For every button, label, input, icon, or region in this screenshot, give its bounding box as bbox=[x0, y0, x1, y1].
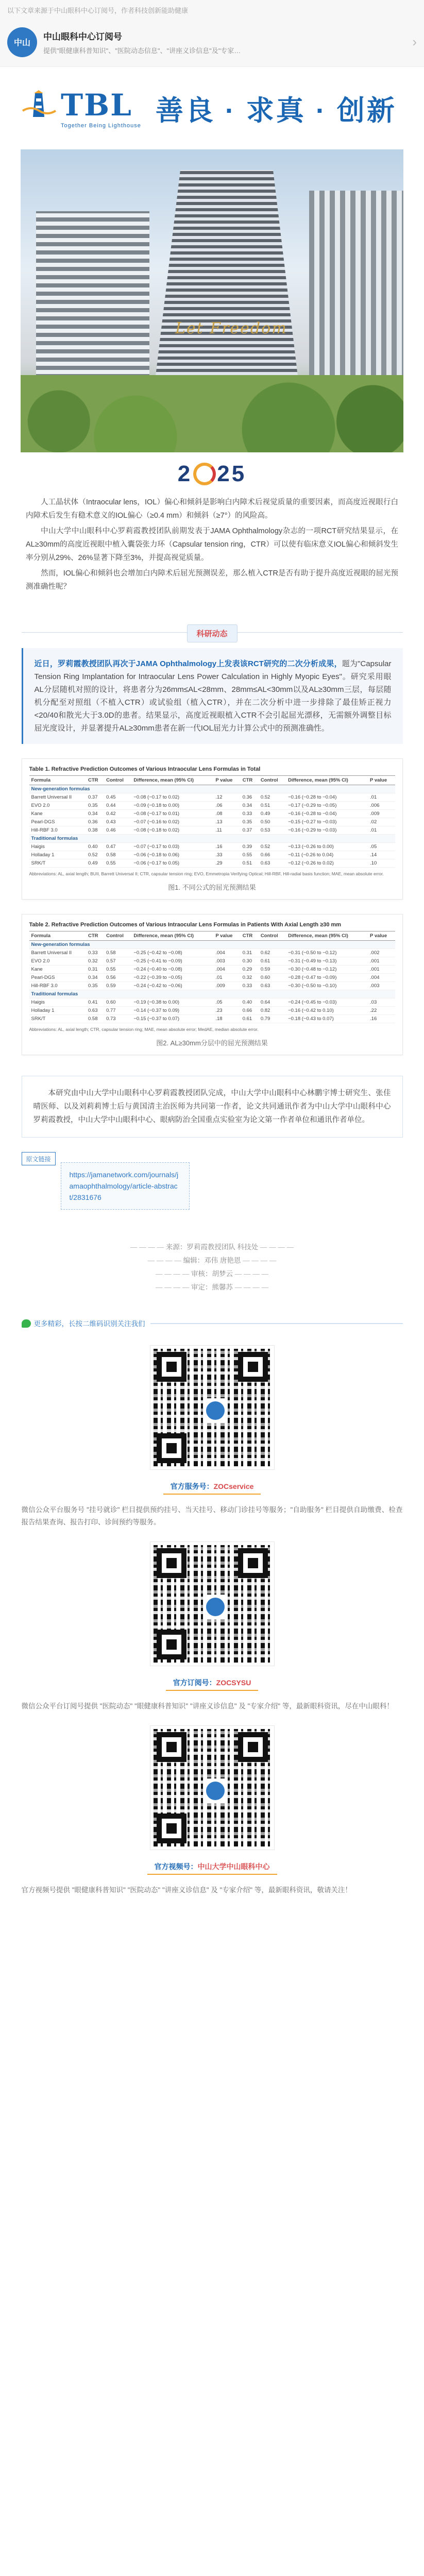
table-cell: 0.42 bbox=[104, 810, 131, 818]
table-cell: 0.40 bbox=[241, 998, 259, 1007]
intro-paragraph: 人工晶状体（Intraocular lens，IOL）偏心和倾斜是影响白内障术后视觉质量的重要因素，而高度近视眼行白内障术后发生有稳术意义的IOL偏心（≥0.4 mm）和倾斜（≥7°）的风险高。 bbox=[26, 498, 398, 520]
table-cell: 0.56 bbox=[104, 974, 131, 982]
table-row bbox=[29, 826, 395, 835]
table-cell: 0.66 bbox=[259, 851, 286, 859]
table-cell: 0.47 bbox=[104, 843, 131, 851]
table-cell: .001 bbox=[368, 965, 395, 974]
table-row bbox=[29, 982, 395, 990]
table-cell: Hill-RBF 3.0 bbox=[29, 826, 87, 835]
table-cell: Haigis bbox=[29, 843, 87, 851]
year-2025-graphic bbox=[0, 452, 424, 496]
table-cell: −0.08 (−0.17 to 0.01) bbox=[131, 810, 213, 818]
account-avatar: 中山 bbox=[7, 27, 37, 57]
table-cell: .02 bbox=[368, 818, 395, 826]
table-cell: .009 bbox=[368, 810, 395, 818]
table-cell: .22 bbox=[368, 1007, 395, 1015]
table-cell: 0.41 bbox=[86, 998, 104, 1007]
table-cell: .06 bbox=[213, 802, 240, 810]
account-card[interactable] bbox=[0, 18, 424, 67]
table-row bbox=[29, 851, 395, 859]
table-header-cell: Difference, mean (95% CI) bbox=[286, 776, 368, 785]
section-header bbox=[22, 617, 403, 648]
table-cell: .23 bbox=[213, 1007, 240, 1015]
table-cell: 0.35 bbox=[86, 982, 104, 990]
table2-caption: 图2. AL≥30mm分层中的屈光预测结果 bbox=[156, 1039, 268, 1047]
table-cell: 0.33 bbox=[241, 810, 259, 818]
table-group-row: Traditional formulas bbox=[29, 990, 395, 998]
table-cell: 0.35 bbox=[86, 802, 104, 810]
table-cell: .004 bbox=[213, 949, 240, 957]
table-cell: −0.31 (−0.50 to −0.12) bbox=[286, 949, 368, 957]
table1-caption: 图1. 不同公式的屈光预测结果 bbox=[168, 884, 256, 891]
table-row bbox=[29, 957, 395, 965]
table-cell: −0.16 (−0.28 to −0.04) bbox=[286, 810, 368, 818]
table-cell: SRK/T bbox=[29, 859, 87, 868]
qr-code-icon[interactable] bbox=[150, 1726, 274, 1850]
table-cell: .12 bbox=[213, 793, 240, 802]
table-cell: Holladay 1 bbox=[29, 1007, 87, 1015]
year-zero-ring bbox=[193, 463, 216, 485]
table-cell: 0.46 bbox=[104, 826, 131, 835]
table-cell: .004 bbox=[213, 965, 240, 974]
table-cell: −0.24 (−0.40 to −0.08) bbox=[131, 965, 213, 974]
table-cell: EVO 2.0 bbox=[29, 802, 87, 810]
account-name: 中山眼科中心订阅号 bbox=[43, 31, 122, 42]
source-note: 以下文章来源于中山眼科中心订阅号，作者科技创新能助健康 bbox=[0, 0, 424, 18]
table-cell: Holladay 1 bbox=[29, 851, 87, 859]
table-header-cell: Formula bbox=[29, 776, 87, 785]
intro-paragraph: 然而，IOL偏心和倾斜也会增加白内障术后屈光预测误差，那么植入CTR是否有助于提升高度近视眼的屈光预测准确性呢？ bbox=[26, 569, 398, 591]
qr-caption: 官方视频号：中山大学中山眼科中心 bbox=[147, 1859, 277, 1875]
table-cell: SRK/T bbox=[29, 1015, 87, 1023]
table-row bbox=[29, 802, 395, 810]
table-cell: 0.59 bbox=[259, 965, 286, 974]
table-cell: 0.31 bbox=[86, 965, 104, 974]
table-cell: .01 bbox=[368, 826, 395, 835]
table-row bbox=[29, 965, 395, 974]
table-cell: 0.82 bbox=[259, 1007, 286, 1015]
qr-caption: 官方服务号：ZOCservice bbox=[163, 1479, 261, 1495]
table-cell: 0.34 bbox=[86, 810, 104, 818]
table-cell: 0.63 bbox=[259, 982, 286, 990]
wechat-icon bbox=[22, 1319, 31, 1328]
table1 bbox=[29, 775, 395, 868]
table1-footnote: Abbreviations: AL, axial length; BUII, Barrett Universal II; CTR, capsular tension ring; EVO, Emmetropia Verifying Optical; Hill-RBF, Hill-radial basis function; MAE, mean absolute error. bbox=[29, 871, 384, 876]
table-row bbox=[29, 818, 395, 826]
table-cell: −0.24 (−0.45 to −0.03) bbox=[286, 998, 368, 1007]
table-cell: −0.15 (−0.37 to 0.07) bbox=[131, 1015, 213, 1023]
table-cell: 0.63 bbox=[259, 859, 286, 868]
table-cell: 0.66 bbox=[241, 1007, 259, 1015]
table-cell: −0.07 (−0.17 to 0.03) bbox=[131, 843, 213, 851]
original-link-url[interactable]: https://jamanetwork.com/journals/jamaophthalmology/article-abstract/2831676 bbox=[61, 1162, 190, 1210]
qr-caption: 官方订阅号：ZOCSYSU bbox=[166, 1675, 259, 1691]
table-cell: 0.60 bbox=[259, 974, 286, 982]
table-cell: 0.58 bbox=[104, 949, 131, 957]
table-cell: 0.43 bbox=[104, 818, 131, 826]
table1-title: Table 1. Refractive Prediction Outcomes of Various Intraocular Lens Formulas in Total bbox=[29, 766, 261, 772]
credit-line: — — — — 来源：罗莉霞教授团队 科技处 — — — — bbox=[130, 1243, 294, 1251]
table-header-cell: P value bbox=[213, 931, 240, 941]
table-cell: 0.35 bbox=[241, 818, 259, 826]
qr-description: 微信公众平台订阅号提供 "医院动态" "眼健康科普知识" "讲座义诊信息" 及 "专家介绍" 等，最新眼科资讯，尽在中山眼科！ bbox=[21, 1702, 394, 1710]
table-cell: 0.37 bbox=[86, 793, 104, 802]
table-cell: .10 bbox=[368, 859, 395, 868]
table-cell: 0.34 bbox=[241, 802, 259, 810]
table-cell: −0.22 (−0.39 to −0.05) bbox=[131, 974, 213, 982]
table2-title: Table 2. Refractive Prediction Outcomes of Various Intraocular Lens Formulas in Patients With Axial Length ≥30 mm bbox=[29, 922, 342, 928]
table-cell: 0.38 bbox=[86, 826, 104, 835]
table-cell: −0.31 (−0.49 to −0.13) bbox=[286, 957, 368, 965]
table-cell: 0.55 bbox=[104, 859, 131, 868]
table-cell: 0.63 bbox=[86, 1007, 104, 1015]
table-header-cell: Control bbox=[104, 776, 131, 785]
news-lead: 近日，罗莉霞教授团队再次于JAMA Ophthalmology上发表该RCT研究的二次分析成果， bbox=[34, 659, 342, 668]
table-cell: 0.36 bbox=[241, 793, 259, 802]
table-cell: .33 bbox=[213, 851, 240, 859]
logo-subtitle: Together Being Lighthouse bbox=[61, 123, 141, 129]
table-cell: −0.13 (−0.26 to 0.00) bbox=[286, 843, 368, 851]
table-cell: 0.79 bbox=[259, 1015, 286, 1023]
qr-block bbox=[0, 1726, 424, 1896]
table-cell: 0.77 bbox=[104, 1007, 131, 1015]
table-row bbox=[29, 1007, 395, 1015]
table-cell: .29 bbox=[213, 859, 240, 868]
table-cell: .05 bbox=[213, 998, 240, 1007]
tbl-logo bbox=[21, 88, 141, 129]
year-right: 25 bbox=[217, 461, 247, 486]
table-cell: −0.16 (−0.29 to −0.03) bbox=[286, 826, 368, 835]
table-cell: .05 bbox=[368, 843, 395, 851]
table-cell: 0.29 bbox=[241, 965, 259, 974]
table-cell: .01 bbox=[368, 793, 395, 802]
building-sign: Let Freedom bbox=[175, 319, 287, 337]
table-header-cell: Formula bbox=[29, 931, 87, 941]
table-cell: 0.52 bbox=[259, 843, 286, 851]
table-cell: EVO 2.0 bbox=[29, 957, 87, 965]
table-cell: 0.34 bbox=[86, 974, 104, 982]
table-cell: Haigis bbox=[29, 998, 87, 1007]
table-cell: −0.12 (−0.26 to 0.02) bbox=[286, 859, 368, 868]
table-header-cell: P value bbox=[368, 931, 395, 941]
table-row bbox=[29, 949, 395, 957]
table-cell: 0.52 bbox=[259, 793, 286, 802]
chevron-right-icon[interactable]: › bbox=[412, 34, 417, 49]
table-cell: 0.30 bbox=[241, 957, 259, 965]
table-cell: .009 bbox=[213, 982, 240, 990]
table-header-cell: Control bbox=[259, 931, 286, 941]
table-cell: 0.61 bbox=[259, 957, 286, 965]
table2-figure bbox=[22, 914, 403, 1055]
section-title: 科研动态 bbox=[186, 624, 237, 642]
table-cell: −0.09 (−0.18 to 0.00) bbox=[131, 802, 213, 810]
table-cell: 0.31 bbox=[241, 949, 259, 957]
table-cell: −0.28 (−0.47 to −0.09) bbox=[286, 974, 368, 982]
qr-description: 微信公众平台服务号 "挂号就诊" 栏目提供预约挂号、当天挂号、移动门诊挂号等服务；"自助服务" 栏目提供自助缴费、检查报告结果查询、报告打印、诊间预约等服务。 bbox=[21, 1506, 403, 1526]
table-cell: −0.15 (−0.27 to −0.03) bbox=[286, 818, 368, 826]
table-cell: 0.50 bbox=[259, 818, 286, 826]
table-cell: 0.53 bbox=[259, 826, 286, 835]
lighthouse-icon bbox=[21, 90, 57, 120]
table-cell: .004 bbox=[368, 974, 395, 982]
table-group-row: New-generation formulas bbox=[29, 785, 395, 793]
table-cell: Barrett Universal II bbox=[29, 949, 87, 957]
table-cell: Pearl-DGS bbox=[29, 974, 87, 982]
credit-line: — — — — 审定：熊馨苏 — — — — bbox=[155, 1283, 269, 1291]
table-cell: −0.18 (−0.43 to 0.07) bbox=[286, 1015, 368, 1023]
table2-footnote: Abbreviations: AL, axial length; CTR, capsular tension ring; MAE, mean absolute error; MedAE, median absolute error. bbox=[29, 1027, 259, 1032]
table-cell: 0.55 bbox=[241, 851, 259, 859]
table-cell: 0.55 bbox=[104, 965, 131, 974]
table-cell: −0.16 (−0.28 to −0.04) bbox=[286, 793, 368, 802]
table-cell: −0.06 (−0.18 to 0.06) bbox=[131, 851, 213, 859]
table-cell: 0.36 bbox=[86, 818, 104, 826]
table-cell: 0.57 bbox=[104, 957, 131, 965]
table-cell: −0.30 (−0.48 to −0.12) bbox=[286, 965, 368, 974]
year-left: 2 bbox=[177, 461, 193, 486]
table-cell: −0.08 (−0.17 to 0.02) bbox=[131, 793, 213, 802]
table-header-cell: CTR bbox=[86, 776, 104, 785]
table-cell: .002 bbox=[368, 949, 395, 957]
table-cell: 0.37 bbox=[241, 826, 259, 835]
table-header-cell: CTR bbox=[241, 776, 259, 785]
table-row bbox=[29, 810, 395, 818]
table-cell: 0.61 bbox=[241, 1015, 259, 1023]
table-cell: 0.44 bbox=[104, 802, 131, 810]
table-cell: .03 bbox=[368, 998, 395, 1007]
follow-promo bbox=[22, 1315, 403, 1332]
table-cell: Barrett Universal II bbox=[29, 793, 87, 802]
table-cell: 0.40 bbox=[86, 843, 104, 851]
table-header-cell: Difference, mean (95% CI) bbox=[131, 931, 213, 941]
table-cell: .16 bbox=[213, 843, 240, 851]
table-row bbox=[29, 859, 395, 868]
table-cell: 0.62 bbox=[259, 949, 286, 957]
slogan: 善良 · 求真 · 创新 bbox=[155, 95, 397, 126]
table-cell: 0.64 bbox=[259, 998, 286, 1007]
table-cell: 0.58 bbox=[104, 851, 131, 859]
table-cell: .003 bbox=[368, 982, 395, 990]
qr-block bbox=[0, 1542, 424, 1713]
table-cell: 0.60 bbox=[104, 998, 131, 1007]
credit-line: — — — — 审核：胡梦云 — — — — bbox=[155, 1270, 269, 1278]
hospital-building-photo bbox=[21, 149, 403, 452]
table-cell: Pearl-DGS bbox=[29, 818, 87, 826]
author-summary bbox=[22, 1076, 403, 1138]
intro-paragraph: 中山大学中山眼科中心罗莉霞教授团队前期发表于JAMA Ophthalmology杂志的一项RCT研究结果显示，在AL≥30mm的高度近视眼中植入囊袋张力环（Capsular tension ring，CTR）可以使有临床意义IOL偏心和倾斜发生率分别从29%、26%显著下降至3%，并提高视觉质量。 bbox=[26, 527, 398, 562]
table-cell: 0.73 bbox=[104, 1015, 131, 1023]
table-header-cell: CTR bbox=[86, 931, 104, 941]
table-cell: .003 bbox=[213, 957, 240, 965]
table-cell: 0.45 bbox=[104, 793, 131, 802]
table-cell: 0.58 bbox=[86, 1015, 104, 1023]
table-cell: 0.59 bbox=[104, 982, 131, 990]
table-cell: 0.49 bbox=[86, 859, 104, 868]
table-cell: −0.30 (−0.50 to −0.10) bbox=[286, 982, 368, 990]
table-cell: 0.51 bbox=[241, 859, 259, 868]
table-cell: .08 bbox=[213, 810, 240, 818]
intro-text bbox=[0, 496, 424, 594]
table-cell: .006 bbox=[368, 802, 395, 810]
table-header-cell: Difference, mean (95% CI) bbox=[131, 776, 213, 785]
table-cell: −0.16 (−0.42 to 0.10) bbox=[286, 1007, 368, 1015]
qr-block bbox=[0, 1346, 424, 1529]
table-row bbox=[29, 974, 395, 982]
table-cell: −0.19 (−0.38 to 0.00) bbox=[131, 998, 213, 1007]
table-cell: .13 bbox=[213, 818, 240, 826]
table-header-cell: Control bbox=[259, 776, 286, 785]
table-cell: .01 bbox=[213, 974, 240, 982]
credit-line: — — — — 编辑：邓伟 唐艳恩 — — — — bbox=[147, 1257, 277, 1264]
qr-description: 官方视频号提供 "眼健康科普知识" "医院动态" "讲座义诊信息" 及 "专家介绍" 等，最新眼科资讯，敬请关注！ bbox=[21, 1886, 352, 1894]
table-cell: 0.49 bbox=[259, 810, 286, 818]
table-cell: −0.11 (−0.26 to 0.04) bbox=[286, 851, 368, 859]
table-cell: 0.39 bbox=[241, 843, 259, 851]
table-header-cell: P value bbox=[368, 776, 395, 785]
table-cell: Hill-RBF 3.0 bbox=[29, 982, 87, 990]
qr-code-icon[interactable] bbox=[150, 1542, 274, 1666]
table-group-row: Traditional formulas bbox=[29, 835, 395, 843]
logo-text: TBL bbox=[61, 88, 132, 123]
brand-banner bbox=[0, 67, 424, 149]
table-cell: −0.07 (−0.16 to 0.02) bbox=[131, 818, 213, 826]
table-row bbox=[29, 793, 395, 802]
table-cell: −0.17 (−0.29 to −0.05) bbox=[286, 802, 368, 810]
credits bbox=[0, 1241, 424, 1294]
table-cell: −0.08 (−0.18 to 0.02) bbox=[131, 826, 213, 835]
table-cell: −0.06 (−0.17 to 0.05) bbox=[131, 859, 213, 868]
table-header-cell: Difference, mean (95% CI) bbox=[286, 931, 368, 941]
table-cell: .14 bbox=[368, 851, 395, 859]
original-link-block bbox=[22, 1152, 403, 1210]
table-cell: −0.24 (−0.42 to −0.06) bbox=[131, 982, 213, 990]
table-cell: Kane bbox=[29, 810, 87, 818]
table-group-row: New-generation formulas bbox=[29, 941, 395, 949]
table-cell: 0.33 bbox=[241, 982, 259, 990]
account-desc: 提供"眼健康科普知识"、"医院动态信息"、"讲座义诊信息"及"专家… bbox=[43, 46, 241, 55]
research-news bbox=[22, 648, 403, 744]
table2 bbox=[29, 931, 395, 1023]
table-cell: 0.33 bbox=[86, 949, 104, 957]
table-cell: Kane bbox=[29, 965, 87, 974]
table-cell: .18 bbox=[213, 1015, 240, 1023]
table-header-cell: CTR bbox=[241, 931, 259, 941]
table-cell: .16 bbox=[368, 1015, 395, 1023]
promo-label: 更多精彩，长按二维码识别关注我们 bbox=[33, 1320, 145, 1328]
news-body: 题为"Capsular Tension Ring Implantation for Intraocular Lens Power Calculation in Highly Myopic Eyes"。研究采用眼AL分层随机对照的设计，将患者分为26mm≤AL<28mm、28mm≤AL<30mm以及AL≥30mm三层，每层随机分配至对照组（不植入CTR）或试验组（植入CTR），并在二次分析中进一步排除了最佳矫正视力<20/40和散光大于3.0D的患者。结果显示，高度近视眼植入CTR不会引起屈光漂移，无需额外调整目标屈光度设计，并显著提升AL≥30mm患者在新一代IOL屈光力计算公式中的预测准确性。 bbox=[34, 659, 392, 733]
table-row bbox=[29, 998, 395, 1007]
table-cell: 0.52 bbox=[86, 851, 104, 859]
summary-text: 本研究由中山大学中山眼科中心罗莉霞教授团队完成，中山大学中山眼科中心林鹏宇博士研究生、张佳晴医师、以及刘莉莉博士后与黄国清主治医师为共同第一作者，论文共同通讯作者为中山大学中山眼科中心罗莉霞教授，中山大学中山眼科中心、眼病防治全国重点实验室为论文第一作者单位和通讯作者单位。 bbox=[33, 1089, 391, 1124]
table-row bbox=[29, 843, 395, 851]
original-link-tag: 原文链接 bbox=[22, 1152, 56, 1165]
qr-code-icon[interactable] bbox=[150, 1346, 274, 1469]
table-cell: .11 bbox=[213, 826, 240, 835]
table-cell: 0.32 bbox=[241, 974, 259, 982]
table-header-cell: P value bbox=[213, 776, 240, 785]
table-cell: −0.14 (−0.37 to 0.09) bbox=[131, 1007, 213, 1015]
table1-figure bbox=[22, 758, 403, 900]
table-row bbox=[29, 1015, 395, 1023]
table-header-cell: Control bbox=[104, 931, 131, 941]
table-cell: .001 bbox=[368, 957, 395, 965]
table-cell: 0.32 bbox=[86, 957, 104, 965]
table-cell: −0.25 (−0.42 to −0.08) bbox=[131, 949, 213, 957]
table-cell: −0.25 (−0.41 to −0.09) bbox=[131, 957, 213, 965]
account-meta bbox=[43, 29, 407, 55]
table-cell: 0.51 bbox=[259, 802, 286, 810]
